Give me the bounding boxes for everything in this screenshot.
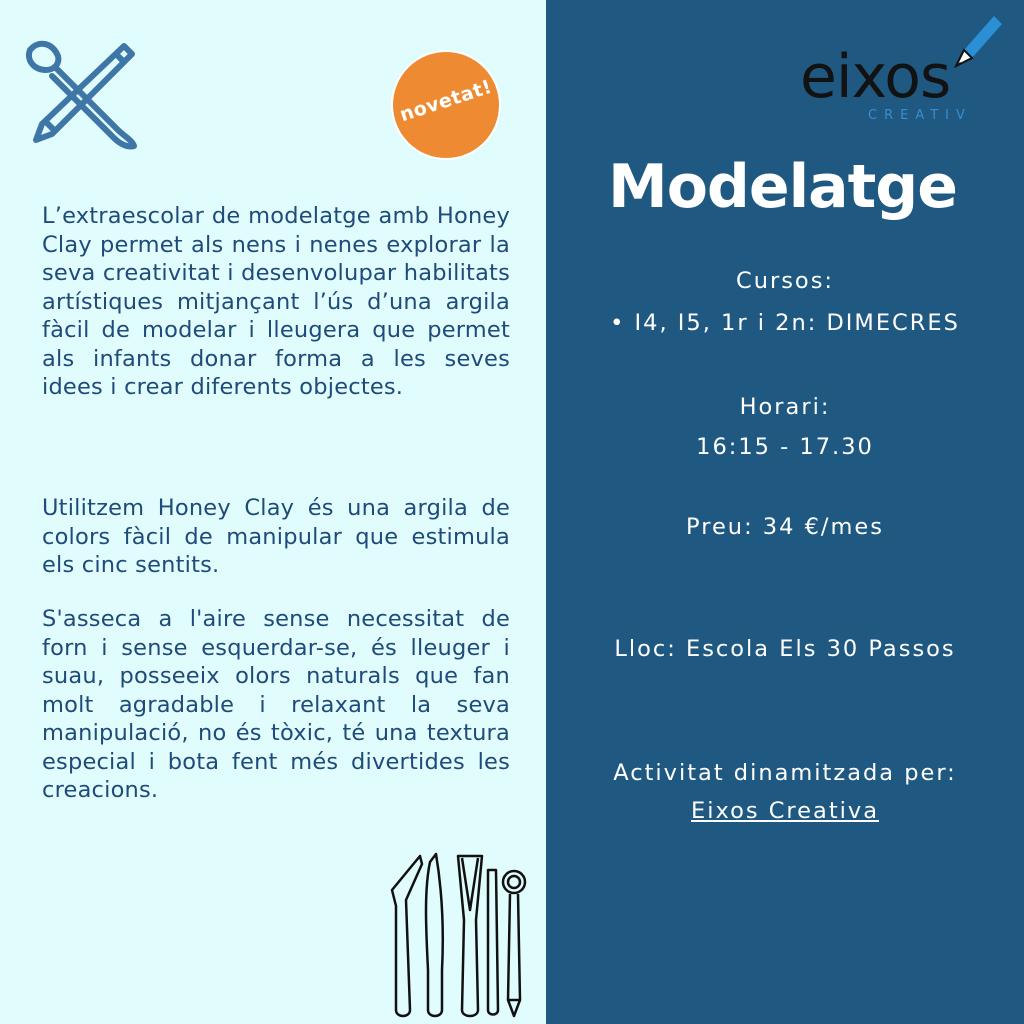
preu-text: Preu: 34 €/mes [686, 514, 884, 540]
horari-label: Horari: [739, 394, 831, 420]
eixos-logo [796, 14, 1016, 124]
logo-main-text: eixos [800, 42, 951, 112]
badge-label: novetat! [397, 75, 495, 127]
activitat-link-wrap [546, 798, 1024, 824]
logo-sub-text: CREATIV [868, 108, 972, 123]
cursos-label: Cursos: [735, 268, 834, 294]
description-paragraph-2: Utilitzem Honey Clay és una argila de colors fàcil de manipular que estimula els cinc sentits. [42, 495, 510, 578]
activitat-label: Activitat dinamitzada per: [613, 760, 957, 786]
new-badge [393, 52, 499, 158]
lloc-text: Lloc: Escola Els 30 Passos [614, 636, 956, 662]
cursos-value: • I4, I5, 1r i 2n: DIMECRES [610, 310, 960, 336]
sculpting-tools-icon [384, 850, 534, 1022]
eixos-creativa-link[interactable]: Eixos Creativa [690, 798, 879, 824]
description-paragraph-1: L’extraescolar de modelatge amb Honey Clay permet als nens i nenes explorar la seva creativitat i desenvolupar habilitats artístiques mitjançant l’ús d’una argila fàcil de modelar i lleugera que permet als infants donar forma a les seves idees i crear diferents objectes. [42, 203, 510, 400]
brush-pencil-icon [22, 36, 140, 154]
pencil-logo-icon [946, 14, 1002, 78]
horari-value: 16:15 - 17.30 [696, 434, 874, 460]
description-paragraph-3: S'asseca a l'aire sense necessitat de forn i sense esquerdar-se, és lleuger i suau, posseeix olors naturals que fan molt agradable i relaxant la seva manipulació, no és tòxic, té una textura especial i bota fent més divertides les creacions. [42, 606, 510, 803]
page-title: Modelatge [608, 152, 957, 222]
